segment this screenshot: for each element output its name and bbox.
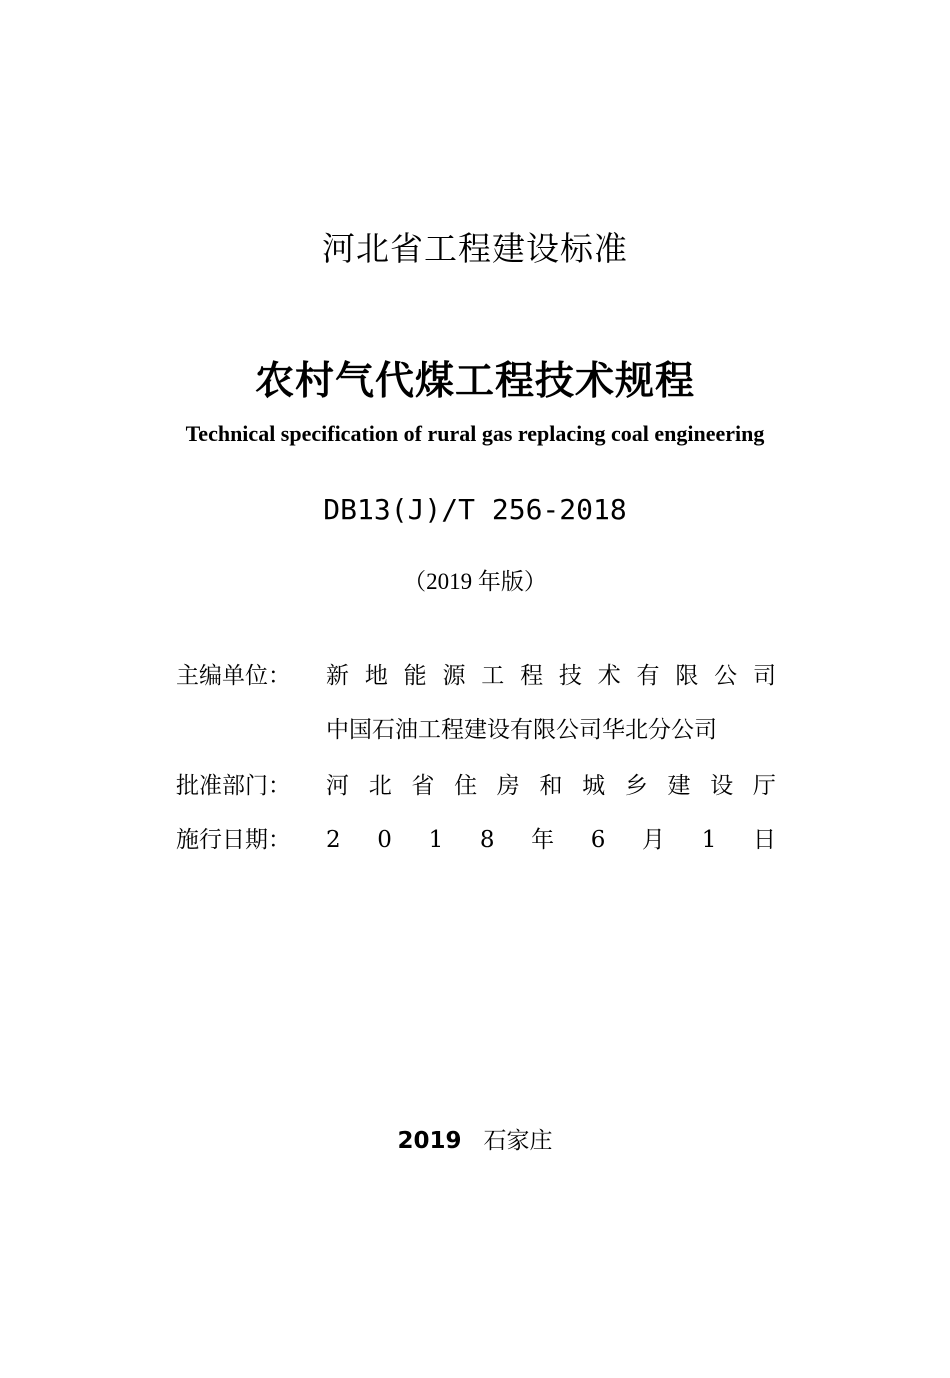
justified-char: 河: [326, 773, 349, 799]
publication-city: 石家庄: [483, 1128, 553, 1154]
justified-char: 住: [454, 773, 478, 799]
justified-char: 和: [539, 773, 563, 799]
justified-char: 新: [326, 663, 349, 689]
edition-label: （2019 年版）: [403, 569, 547, 594]
justified-char: 6: [590, 827, 606, 853]
justified-char: 日: [752, 827, 776, 853]
document-title-english: Technical specification of rural gas replacing coal engineering: [185, 421, 765, 446]
justified-char: 技: [558, 663, 582, 689]
justified-char: 地: [364, 663, 388, 689]
justified-char: 年: [531, 827, 555, 853]
justified-char: 月: [642, 827, 666, 853]
justified-char: 源: [442, 663, 466, 689]
effective-date-label: 施行日期：: [176, 827, 291, 853]
justified-char: 8: [479, 827, 495, 853]
editor-label: 主编单位：: [176, 663, 291, 689]
document-title-chinese: 农村气代煤工程技术规程: [254, 358, 695, 404]
approver-label: 批准部门：: [176, 773, 291, 799]
justified-char: 术: [597, 663, 621, 689]
justified-char: 有: [636, 663, 660, 689]
justified-char: 房: [496, 773, 520, 799]
editor-secondary: 中国石油工程建设有限公司华北分公司: [326, 717, 717, 743]
justified-char: 2: [326, 827, 341, 853]
justified-char: 1: [428, 827, 444, 853]
justified-char: 0: [377, 827, 392, 853]
publication-footer: [0, 1125, 950, 1157]
justified-char: 1: [701, 827, 717, 853]
justified-char: 公: [714, 663, 738, 689]
justified-char: 程: [520, 663, 544, 689]
justified-char: 厅: [752, 773, 776, 799]
justified-char: 乡: [624, 773, 648, 799]
justified-char: 工: [481, 663, 505, 689]
publication-year: 2019: [397, 1128, 462, 1154]
justified-char: 设: [710, 773, 734, 799]
editor-primary: [326, 660, 776, 692]
justified-char: 省: [411, 773, 435, 799]
justified-char: 限: [675, 663, 699, 689]
justified-char: 建: [667, 773, 691, 799]
justified-char: 城: [582, 773, 606, 799]
series-title: 河北省工程建设标准: [322, 229, 628, 268]
justified-char: 北: [368, 773, 392, 799]
effective-date-value: [326, 824, 776, 856]
approver-value: [326, 770, 776, 802]
standard-code: DB13(J)/T 256-2018: [323, 493, 627, 526]
justified-char: 司: [752, 663, 776, 689]
justified-char: 能: [403, 663, 427, 689]
